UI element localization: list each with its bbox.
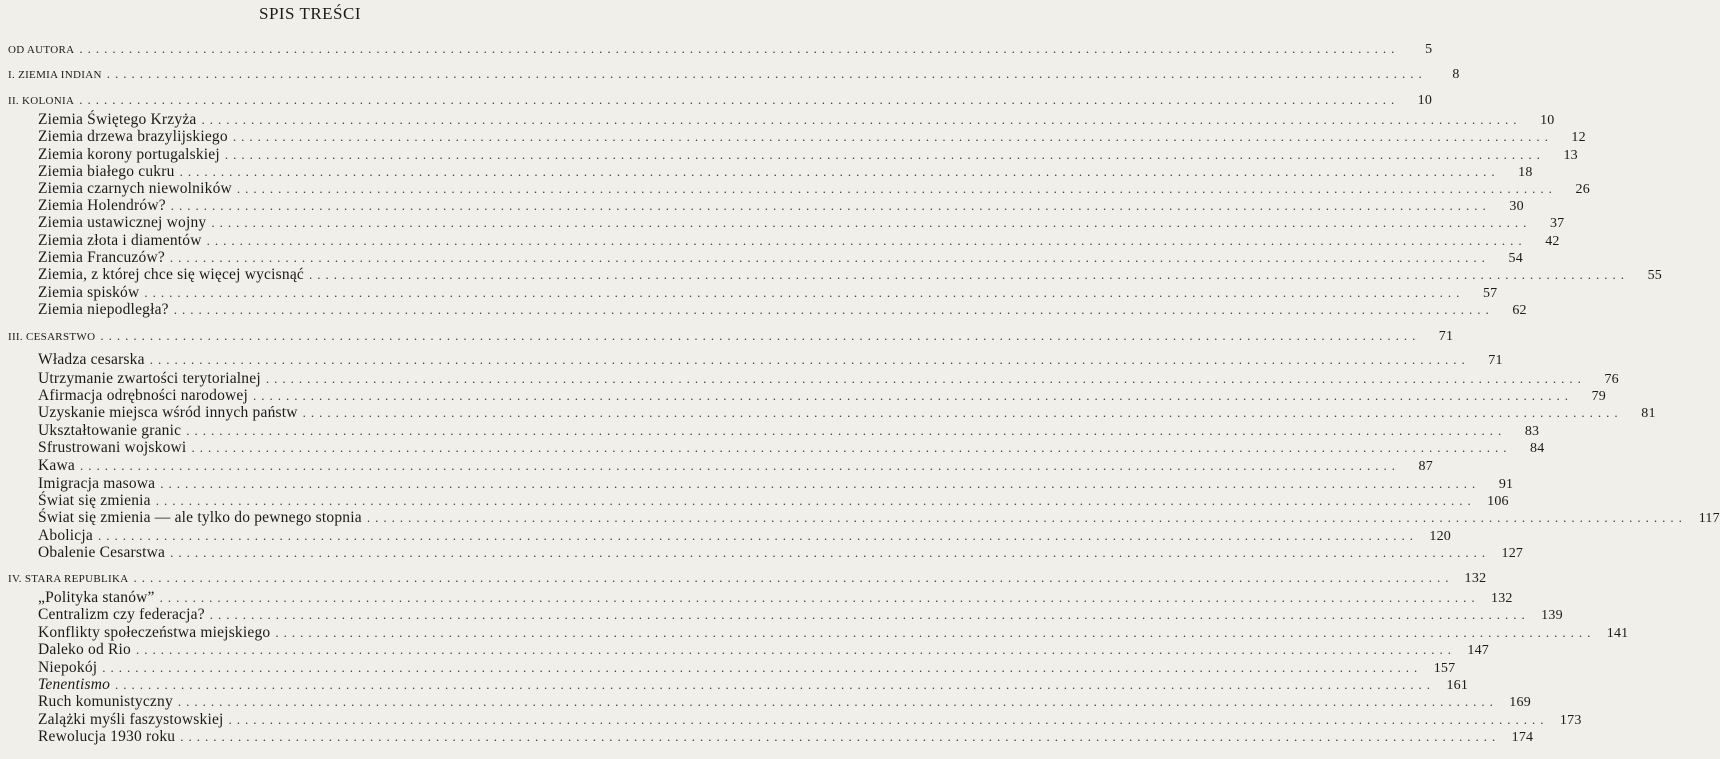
toc-page-number: 62	[1512, 303, 1527, 318]
dot-leader: ................................................................................................................................................................	[159, 590, 1480, 605]
dot-leader: ................................................................................................................................................................	[102, 660, 1423, 675]
toc-label: Rewolucja 1930 roku	[38, 728, 176, 745]
toc-page-number: 106	[1487, 494, 1509, 509]
dot-leader: ................................................................................................................................................................	[179, 164, 1500, 179]
dot-leader: ................................................................................................................................................................	[308, 267, 1629, 282]
dot-leader: ................................................................................................................................................................	[79, 458, 1400, 473]
toc-label: Daleko od Rio	[38, 641, 132, 658]
dot-leader: ................................................................................................................................................................	[253, 388, 1574, 403]
page-title: SPIS TREŚCI	[258, 4, 362, 23]
toc-page-number: 10	[1540, 113, 1555, 128]
dot-leader: ................................................................................................................................................................	[149, 352, 1470, 367]
dot-leader: ................................................................................................................................................................	[79, 41, 1400, 56]
toc-section-row	[8, 66, 1460, 86]
toc-page-number: 71	[1438, 329, 1454, 344]
toc-page-number: 26	[1575, 182, 1590, 197]
toc-label: Uzyskanie miejsca wśród innych państw	[38, 404, 298, 421]
toc-entry-row	[38, 693, 1531, 713]
toc-section-row	[8, 41, 1433, 61]
toc-label: Ziemia niepodległa?	[38, 301, 169, 318]
toc-page-number: 132	[1491, 591, 1513, 606]
toc-label: Ziemia spisków	[38, 284, 140, 301]
toc-page-number: 8	[1452, 67, 1460, 82]
toc-entry-row	[38, 641, 1490, 661]
toc-page-number: 139	[1541, 608, 1563, 623]
toc-page-number: 87	[1418, 459, 1433, 474]
toc-page-number: 132	[1464, 571, 1487, 586]
toc-page-number: 84	[1530, 441, 1545, 456]
toc-page-number: 127	[1501, 546, 1524, 561]
dot-leader: ................................................................................................................................................................	[236, 181, 1557, 196]
toc-entry-row	[38, 128, 1586, 148]
toc-label: IV. STARA REPUBLIKA	[8, 573, 129, 585]
dot-leader: ................................................................................................................................................................	[180, 729, 1501, 744]
toc-page-number: 83	[1524, 424, 1540, 439]
dot-leader: ................................................................................................................................................................	[170, 545, 1491, 560]
dot-leader: ................................................................................................................................................................	[160, 476, 1481, 491]
toc-label: Utrzymanie zwartości terytorialnej	[38, 370, 261, 387]
dot-leader: ................................................................................................................................................................	[366, 510, 1687, 525]
toc-label: Zalążki myśli faszystowskiej	[38, 711, 224, 728]
toc-page-number: 54	[1508, 251, 1523, 266]
toc-label: OD AUTORA	[8, 44, 75, 56]
dot-leader: ................................................................................................................................................................	[79, 92, 1400, 107]
toc-entry-row	[38, 457, 1433, 477]
toc-entry-row	[38, 606, 1563, 626]
toc-page-number: 81	[1641, 406, 1656, 421]
toc-label: Abolicja	[38, 527, 93, 544]
dot-leader: ................................................................................................................................................................	[170, 198, 1491, 213]
toc-entry-row	[38, 214, 1565, 234]
toc-entry-row	[38, 728, 1534, 748]
toc-page-number: 42	[1545, 234, 1560, 249]
toc-entry-row	[38, 439, 1545, 459]
dot-leader: ................................................................................................................................................................	[211, 215, 1532, 230]
toc-label: III. CESARSTWO	[8, 331, 96, 343]
toc-label: Imigracja masowa	[38, 475, 156, 492]
toc-label: Świat się zmienia	[38, 492, 151, 509]
dot-leader: ................................................................................................................................................................	[265, 371, 1586, 386]
toc-page-number: 161	[1446, 678, 1469, 693]
toc-label: Sfrustrowani wojskowi	[38, 439, 187, 456]
dot-leader: ................................................................................................................................................................	[106, 66, 1427, 81]
dot-leader: ................................................................................................................................................................	[100, 328, 1421, 343]
toc-page-number: 117	[1698, 511, 1720, 526]
toc-page-number: 18	[1518, 165, 1533, 180]
toc-label: Ziemia białego cukru	[38, 163, 175, 180]
toc-label: I. ZIEMIA INDIAN	[8, 69, 102, 81]
toc-label: Ziemia Holendrów?	[38, 197, 166, 214]
toc-entry-row	[38, 509, 1720, 529]
toc-page-number: 173	[1559, 713, 1582, 728]
toc-page-number: 30	[1509, 199, 1524, 214]
dot-leader: ................................................................................................................................................................	[191, 440, 1512, 455]
toc-page-number: 12	[1571, 130, 1586, 145]
dot-leader: ................................................................................................................................................................	[169, 250, 1490, 265]
toc-section-row	[8, 570, 1487, 590]
toc-page-number: 120	[1429, 529, 1451, 544]
toc-page-number: 37	[1549, 216, 1565, 231]
toc-entry-row	[38, 544, 1524, 564]
toc-label: „Polityka stanów”	[38, 589, 155, 606]
dot-leader: ................................................................................................................................................................	[133, 570, 1454, 585]
dot-leader: ................................................................................................................................................................	[224, 147, 1545, 162]
toc-label: Niepokój	[38, 659, 98, 676]
toc-section-row	[8, 92, 1433, 112]
dot-leader: ................................................................................................................................................................	[115, 677, 1436, 692]
toc-label: Ziemia drzewa brazylijskiego	[38, 128, 228, 145]
toc-label: Ziemia Świętego Krzyża	[38, 111, 197, 128]
toc-entry-row	[38, 351, 1503, 371]
toc-page-number: 169	[1509, 695, 1531, 710]
toc-page-number: 76	[1604, 372, 1619, 387]
dot-leader: ................................................................................................................................................................	[228, 712, 1549, 727]
toc-page-number: 141	[1606, 626, 1629, 641]
dot-leader: ................................................................................................................................................................	[232, 129, 1553, 144]
toc-entry-row	[38, 266, 1662, 286]
toc-label: Ziemia złota i diamentów	[38, 232, 202, 249]
dot-leader: ................................................................................................................................................................	[97, 528, 1418, 543]
dot-leader: ................................................................................................................................................................	[136, 642, 1457, 657]
dot-leader: ................................................................................................................................................................	[155, 493, 1476, 508]
toc-label: II. KOLONIA	[8, 95, 75, 107]
toc-label: Ziemia czarnych niewolników	[38, 180, 232, 197]
toc-page-number: 55	[1647, 268, 1662, 283]
toc-label: Obalenie Cesarstwa	[38, 544, 166, 561]
dot-leader: ................................................................................................................................................................	[302, 405, 1623, 420]
toc-label: Afirmacja odrębności narodowej	[38, 387, 249, 404]
dot-leader: ................................................................................................................................................................	[177, 694, 1498, 709]
toc-label: Kawa	[38, 457, 75, 474]
dot-leader: ................................................................................................................................................................	[206, 233, 1527, 248]
toc-page-number: 71	[1488, 353, 1503, 368]
toc-label: Ziemia Francuzów?	[38, 249, 165, 266]
dot-leader: ................................................................................................................................................................	[144, 285, 1465, 300]
toc-section-row	[8, 328, 1454, 348]
toc-entry-row	[38, 404, 1656, 424]
toc-label: Ruch komunistyczny	[38, 693, 173, 710]
dot-leader: ................................................................................................................................................................	[275, 625, 1596, 640]
toc-label: Konflikty społeczeństwa miejskiego	[38, 624, 271, 641]
toc-page-number: 5	[1425, 42, 1433, 57]
dot-leader: ................................................................................................................................................................	[186, 423, 1507, 438]
dot-leader: ................................................................................................................................................................	[201, 112, 1522, 127]
toc-label: Tenentismo	[38, 676, 111, 693]
toc-page-number: 57	[1482, 286, 1498, 301]
toc-label: Ziemia korony portugalskiej	[38, 146, 220, 163]
toc-page-number: 157	[1433, 661, 1456, 676]
dot-leader: ................................................................................................................................................................	[173, 302, 1494, 317]
toc-label: Ziemia, z której chce się więcej wycisnąć	[38, 266, 304, 283]
toc-page-number: 10	[1417, 93, 1433, 108]
toc-page-number: 147	[1467, 643, 1490, 658]
toc-label: Władza cesarska	[38, 351, 145, 368]
toc-label: Świat się zmienia — ale tylko do pewnego stopnia	[38, 509, 362, 526]
toc-page-number: 79	[1591, 389, 1607, 404]
toc-entry-row	[38, 301, 1527, 321]
toc-page-number: 174	[1511, 730, 1534, 745]
toc-label: Ziemia ustawicznej wojny	[38, 214, 207, 231]
toc-label: Centralizm czy federacja?	[38, 606, 205, 623]
toc-label: Ukształtowanie granic	[38, 422, 182, 439]
dot-leader: ................................................................................................................................................................	[209, 607, 1530, 622]
toc-page-number: 91	[1498, 477, 1514, 492]
toc-page-number: 13	[1563, 148, 1578, 163]
